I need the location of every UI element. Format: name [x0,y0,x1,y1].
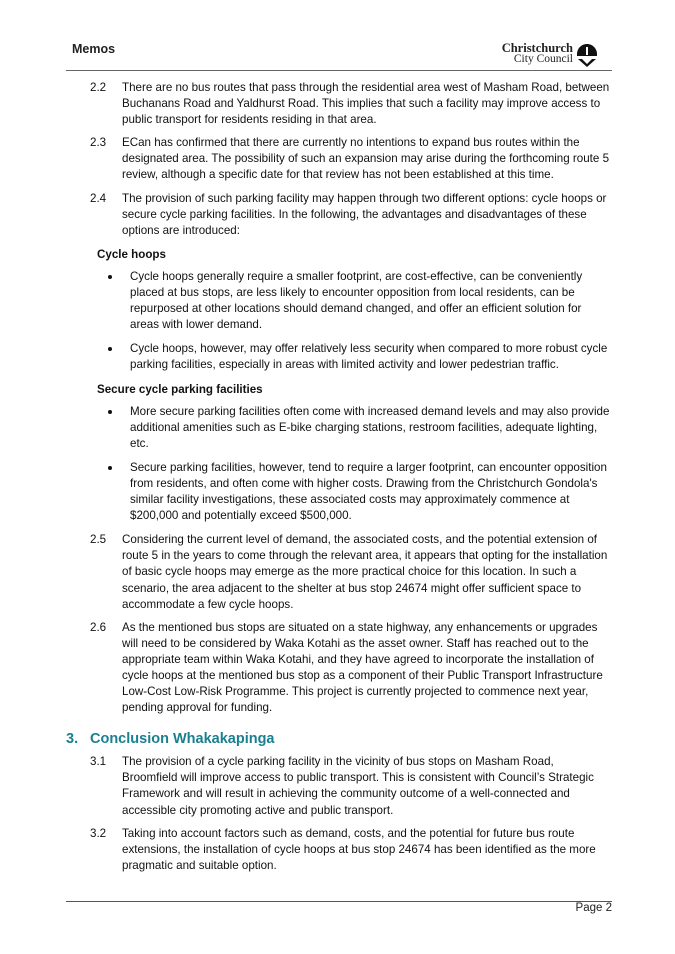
bullet-icon [108,410,112,414]
paragraph-text: Taking into account factors such as demand, costs, and the potential for future bus route extensions, the installation of cycle hoops at bus stop 24674 has been identified as the more pragmatic and suitable option. [122,826,596,872]
section-number: 3. [66,731,79,748]
paragraph-number: 3.1 [90,755,107,769]
paragraph-text: ECan has confirmed that there are currently no intentions to expand bus routes within the designated area. The possibility of such an expansion may arise during the forthcoming route 5 review, although a specific date for that review has not been established at this time. [122,136,610,182]
paragraph-2-5 [0,532,675,612]
paragraph-number: 2.6 [90,620,107,634]
paragraph-number: 2.3 [90,136,107,150]
conclusion-heading [0,730,675,748]
memo-body [0,80,675,881]
bullet-text: Cycle hoops, however, may offer relatively less security when compared to more robust cycle parking facilities, especially in areas with limited activity and lower pedestrian traffic. [130,342,608,372]
secure-parking-heading: Secure cycle parking facilities [97,382,263,396]
header-title: Memos [72,42,116,56]
council-logo [498,43,604,67]
bullet-icon [108,275,112,279]
logo-text [502,43,573,65]
list-item [0,460,675,524]
list-item [0,269,675,333]
paragraph-2-3 [0,135,675,183]
cycle-hoops-heading: Cycle hoops [97,247,166,261]
logo-line1: Christchurch [501,41,573,55]
list-item [0,404,675,452]
logo-line2: City Council [513,53,573,65]
paragraph-number: 2.5 [90,533,107,547]
paragraph-2-6 [0,620,675,717]
paragraph-3-1 [0,754,675,818]
paragraph-number: 2.4 [90,191,107,205]
paragraph-2-2 [0,80,675,128]
paragraph-3-2 [0,826,675,874]
paragraph-text: There are no bus routes that pass through the residential area west of Masham Road, between Buchanans Road and Yaldhurst Road. This implies that such a facility may improve access to public transport for residents residing in that area. [122,81,610,127]
council-logo-icon [576,43,598,67]
page-number: Page 2 [575,902,612,914]
page-header [0,0,675,70]
paragraph-number: 2.2 [90,81,107,94]
paragraph-number: 3.2 [90,826,107,840]
header-rule [66,70,612,71]
paragraph-text: As the mentioned bus stops are situated on a state highway, any enhancements or upgrades will need to be considered by Waka Kotahi as the asset owner. Staff has reached out to the appropriate team within Waka Kotahi, and they have agreed to incorporate the installation of cycle hoops at the mentioned bus stop as a component of their Public Transport Infrastructure Low-Cost Low-Risk Programme. This project is currently projected to commence next year, pending approval for funding. [122,620,603,715]
bullet-text: Cycle hoops generally require a smaller footprint, are cost-effective, can be conveniently placed at bus stops, are less likely to encounter opposition from local residents, can be repurposed at other locations should demand changed, and offer an efficient solution for areas with lower demand. [130,269,583,332]
list-item [0,341,675,373]
bullet-text: More secure parking facilities often come with increased demand levels and may also provide additional amenities such as E-bike charging stations, restroom facilities, adequate lighting, etc. [130,404,610,450]
bullet-text: Secure parking facilities, however, tend to require a larger footprint, can encounter opposition from residents, and often come with higher costs. Drawing from the Christchurch Gondola's similar facility investigations, these associated costs may approximately commence at $200,000 and potentially exceed $500,000. [130,460,607,523]
bullet-icon [108,466,112,470]
paragraph-2-4 [0,191,675,239]
bullet-icon [108,347,112,351]
section-title: Conclusion Whakakapinga [90,731,275,748]
paragraph-text: Considering the current level of demand, the associated costs, and the potential extension of route 5 in the years to come through the relevant area, it appears that opting for the installation of basic cycle hoops may emerge as the more practical choice for this location. In such a scenario, the area adjacent to the shelter at bus stop 24674 might offer sufficient space to accommodate a few cycle hoops. [122,533,608,611]
footer-rule [66,901,612,902]
paragraph-text: The provision of a cycle parking facility in the vicinity of bus stops on Masham Road, Broomfield will improve access to public transport. This is consistent with Council’s Strategic Framework and will result in achieving the community outcome of a well-connected and accessible city promoting active and public transport. [122,755,594,817]
paragraph-text: The provision of such parking facility may happen through two different options: cycle hoops or secure cycle parking facilities. In the following, the advantages and disadvantages of these options are introduced: [122,191,607,237]
